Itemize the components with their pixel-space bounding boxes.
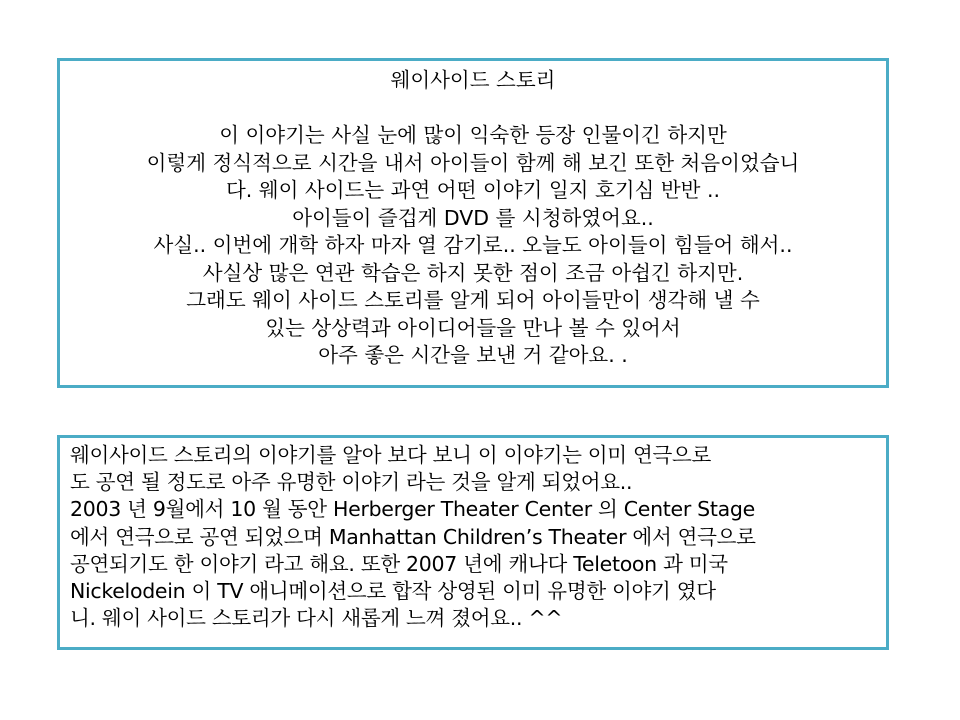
bottom-text-box (57, 435, 889, 650)
top-box-line: 이 이야기는 사실 눈에 많이 익숙한 등장 인물이긴 하지만 (219, 123, 727, 147)
blank-line (60, 95, 886, 123)
top-box-line: 다. 웨이 사이드는 과연 어떤 이야기 일지 호기심 반반 .. (225, 178, 721, 202)
top-box-line: 사실.. 이번에 개학 하자 마자 열 감기로.. 오늘도 아이들이 힘들어 해서.. (153, 233, 793, 257)
bottom-box-line: 에서 연극으로 공연 되었으며 Manhattan Children’s Theater 에서 연극으로 (70, 524, 756, 549)
bottom-box-line: 공연되기도 한 이야기 라고 해요. 또한 2007 년에 캐나다 Teletoon 과 미국 (70, 551, 728, 576)
bottom-box-line: 도 공연 될 정도로 아주 유명한 이야기 라는 것을 알게 되었어요.. (70, 470, 633, 495)
bottom-box-line: 웨이사이드 스토리의 이야기를 알아 보다 보니 이 이야기는 이미 연극으로 (70, 443, 712, 467)
top-box-line: 사실상 많은 연관 학습은 하지 못한 점이 조금 아쉽긴 하지만. (202, 260, 744, 285)
bottom-box-line: 니. 웨이 사이드 스토리가 다시 새롭게 느껴 졌어요.. ^^ (70, 606, 563, 631)
top-box-line: 그래도 웨이 사이드 스토리를 알게 되어 아이들만이 생각해 낼 수 (186, 288, 760, 312)
bottom-box-line: 2003 년 9월에서 10 월 동안 Herberger Theater Center 의 Center Stage (70, 497, 755, 522)
top-box-line: 이렇게 정식적으로 시간을 내서 아이들이 함께 해 보긴 또한 처음이었습니 (146, 150, 800, 175)
top-text-box (57, 58, 889, 388)
top-box-line: 있는 상상력과 아이디어들을 만나 볼 수 있어서 (265, 315, 681, 340)
top-box-title: 웨이사이드 스토리 (390, 68, 556, 92)
top-box-line: 아이들이 즐겁게 DVD 를 시청하였어요.. (292, 205, 654, 230)
bottom-box-line: Nickelodein 이 TV 애니메이션으로 합작 상영된 이미 유명한 이야기 였다 (70, 579, 716, 604)
top-box-line: 아주 좋은 시간을 보낸 거 같아요. . (318, 343, 628, 367)
